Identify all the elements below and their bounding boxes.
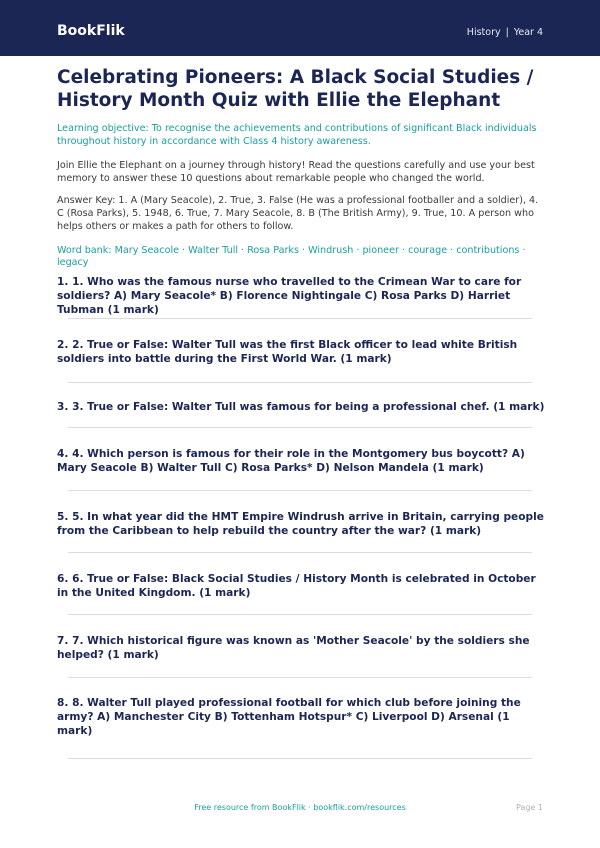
header-meta	[467, 27, 543, 38]
answer-line-6	[68, 614, 532, 615]
answer-line-1	[68, 318, 532, 319]
learning-objective: Learning objective: To recognise the achievements and contributions of significant Black individuals throughout history in accordance with Class 4 history awareness.	[57, 123, 537, 147]
meta-separator: |	[505, 27, 509, 38]
question-2: 2. 2. True or False: Walter Tull was the first Black officer to lead white British soldiers into battle during the First World War. (1 mark)	[57, 339, 518, 365]
answer-line-2	[68, 382, 532, 383]
question-3: 3. 3. True or False: Walter Tull was famous for being a professional chef. (1 mark)	[57, 401, 545, 413]
question-4: 4. 4. Which person is famous for their role in the Montgomery bus boycott? A) Mary Seacole B) Walter Tull C) Rosa Parks* D) Nelson Mandela (1 mark)	[57, 448, 525, 474]
answer-line-8	[68, 758, 532, 759]
footer-resource-link[interactable]: Free resource from BookFlik · bookflik.com/resources	[194, 803, 406, 812]
page-header	[0, 0, 600, 56]
question-6: 6. 6. True or False: Black Social Studies / History Month is celebrated in October in the United Kingdom. (1 mark)	[57, 573, 536, 599]
year-label: Year 4	[513, 27, 543, 38]
word-bank: Word bank: Mary Seacole · Walter Tull · Rosa Parks · Windrush · pioneer · courage · contributions · legacy	[57, 245, 526, 268]
page-title: Celebrating Pioneers: A Black Social Studies / History Month Quiz with Ellie the Elephant	[57, 67, 534, 111]
page-number: Page 1	[516, 803, 543, 812]
question-5: 5. 5. In what year did the HMT Empire Windrush arrive in Britain, carrying people from the Caribbean to help rebuild the country after the war? (1 mark)	[57, 511, 544, 537]
answer-line-5	[68, 552, 532, 553]
brand-logo-text: BookFlik	[57, 23, 125, 39]
answer-line-4	[68, 490, 532, 491]
intro-paragraph: Join Ellie the Elephant on a journey through history! Read the questions carefully and use your best memory to answer these 10 questions about remarkable people who changed the world.	[57, 160, 535, 184]
subject-label: History	[466, 27, 501, 38]
question-1: 1. 1. Who was the famous nurse who travelled to the Crimean War to care for soldiers? A) Mary Seacole* B) Florence Nightingale C) Rosa Parks D) Harriet Tubman (1 mark)	[57, 276, 522, 316]
answer-line-7	[68, 677, 532, 678]
answer-key: Answer Key: 1. A (Mary Seacole), 2. True, 3. False (He was a professional footballer and a soldier), 4. C (Rosa Parks), 5. 1948, 6. True, 7. Mary Seacole, 8. B (The British Army), 9. True, 10. A person who helps others or makes a path for others to follow.	[57, 195, 539, 232]
question-8: 8. 8. Walter Tull played professional football for which club before joining the army? A) Manchester City B) Tottenham Hotspur* C) Liverpool D) Arsenal (1 mark)	[57, 697, 521, 737]
answer-line-3	[68, 427, 532, 428]
question-7: 7. 7. Which historical figure was known as 'Mother Seacole' by the soldiers she helped? (1 mark)	[57, 635, 530, 661]
